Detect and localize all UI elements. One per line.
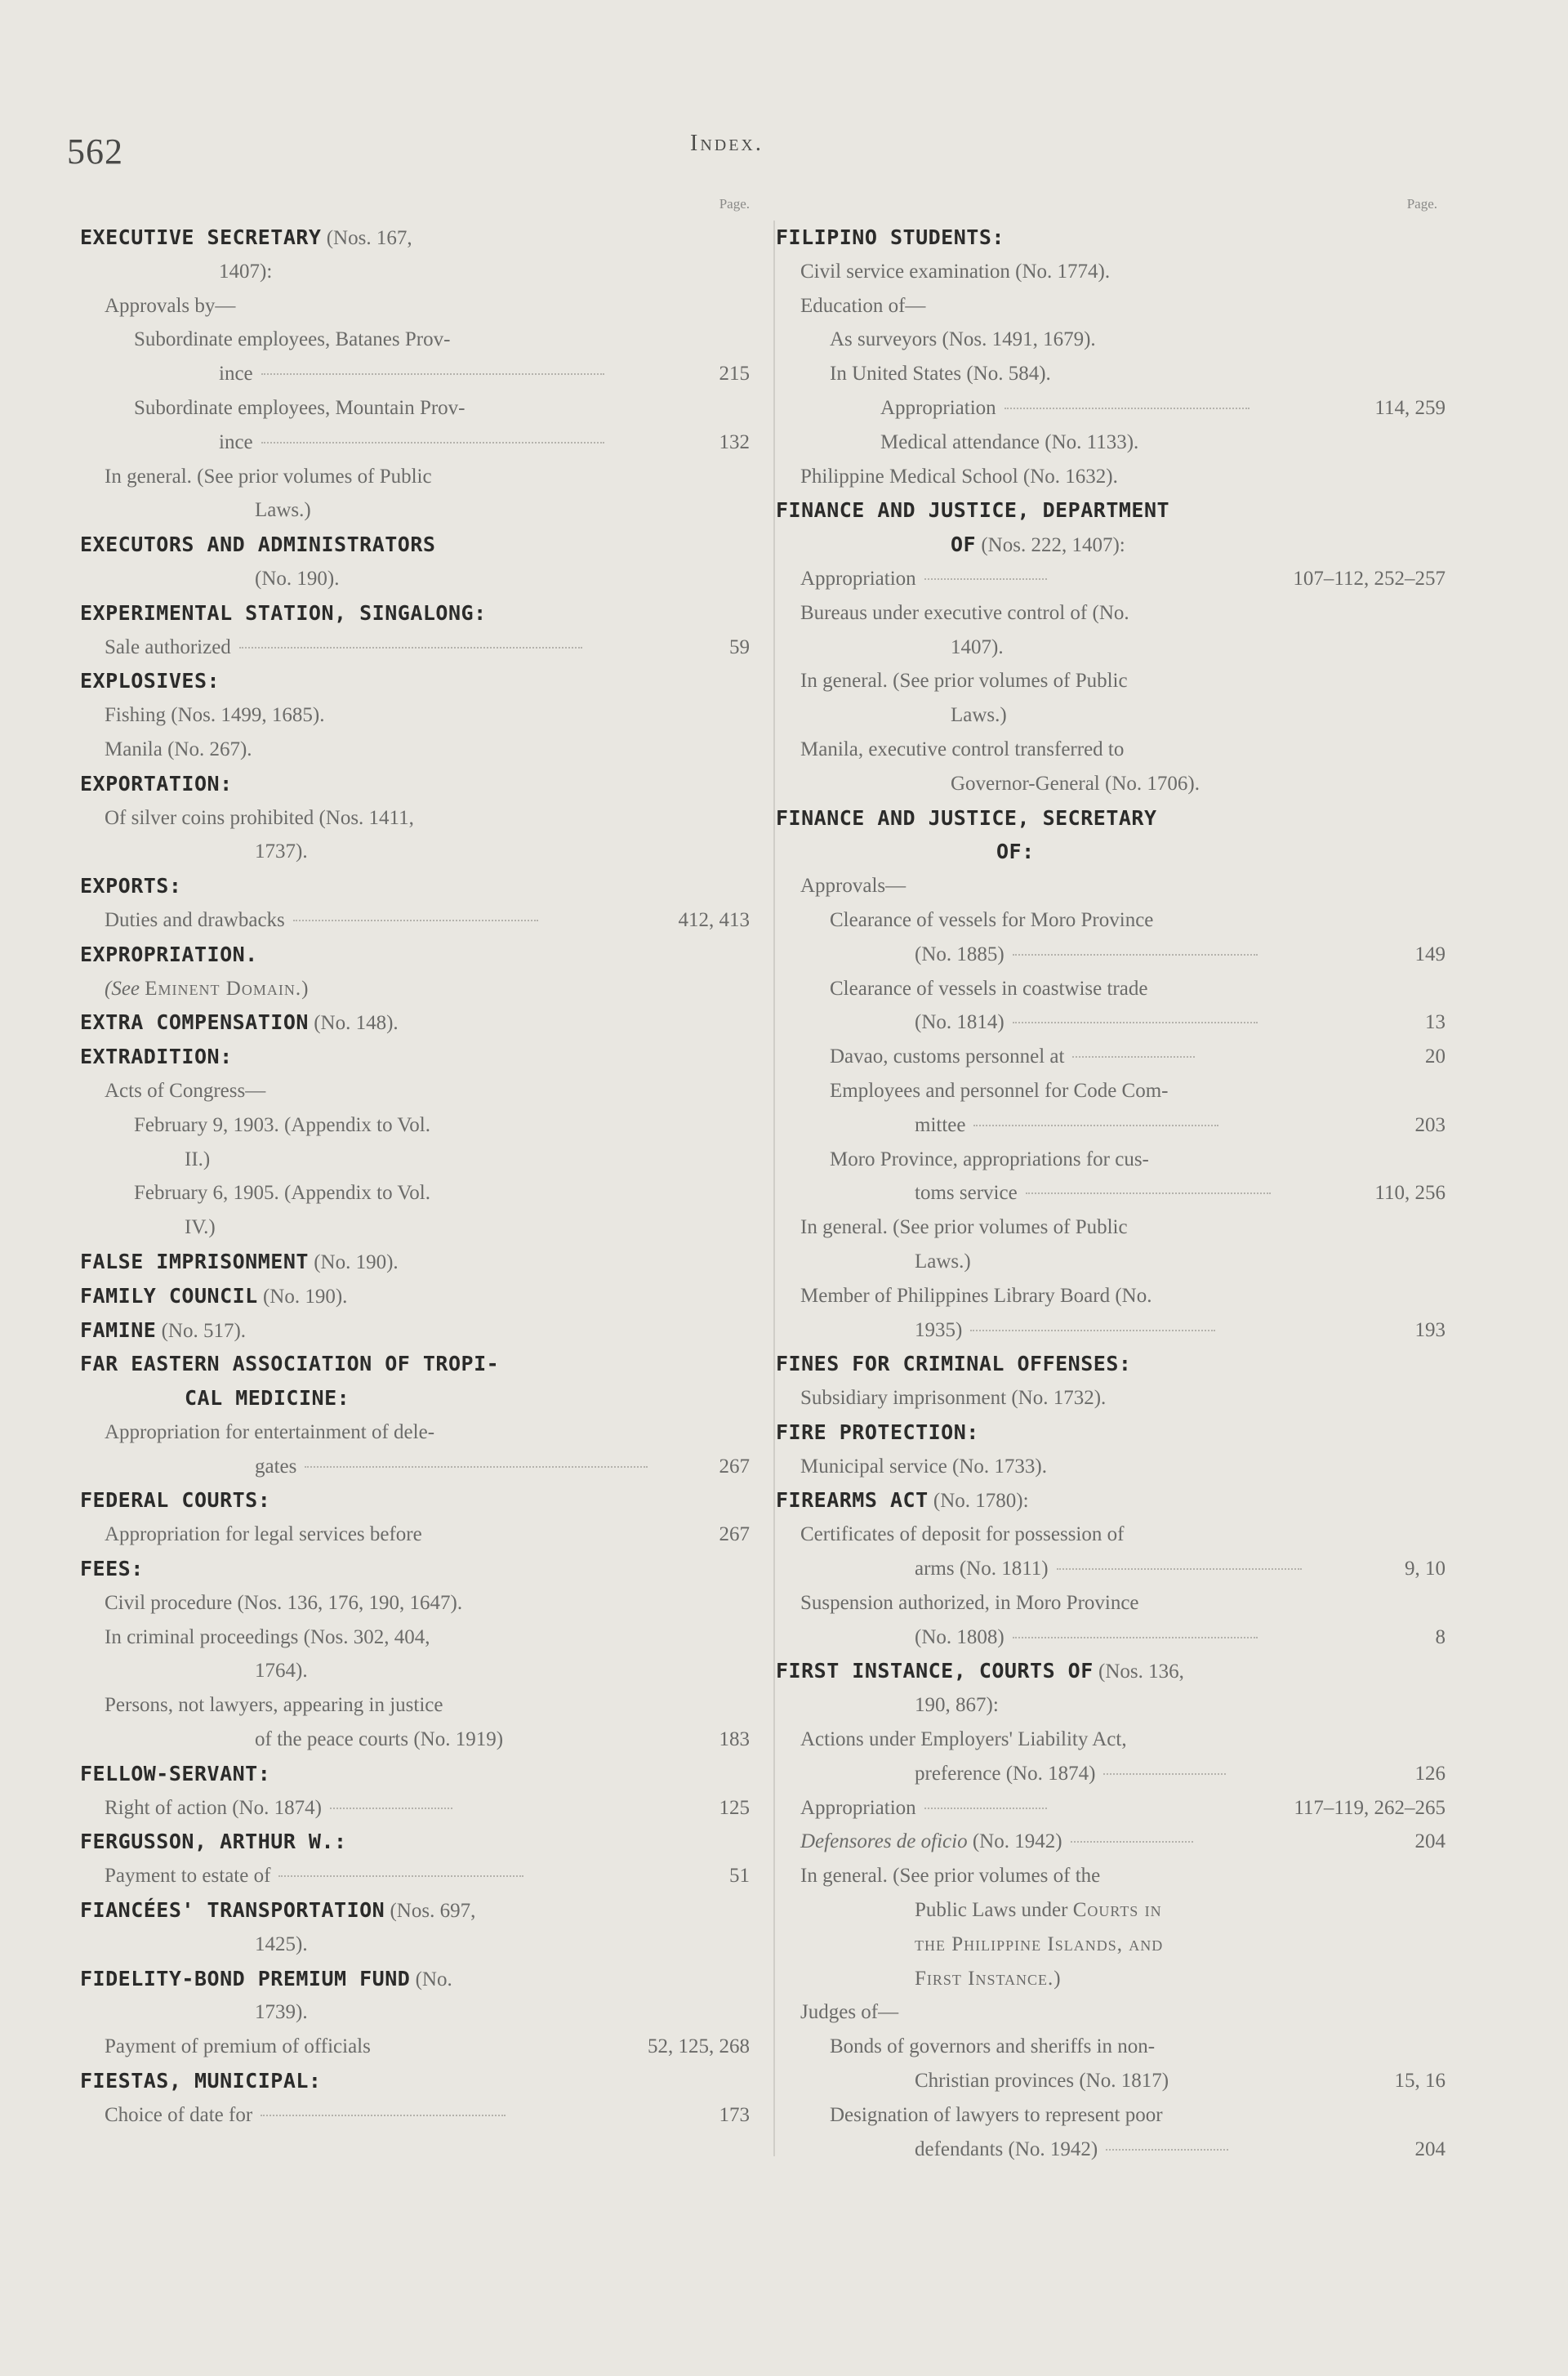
- page-number: 562: [67, 132, 123, 172]
- index-line: toms service 110, 256: [776, 1176, 1446, 1210]
- column-divider: [773, 221, 775, 2156]
- index-line: Actions under Employers' Liability Act,: [800, 1728, 1127, 1751]
- index-line: Subordinate employees, Mountain Prov-: [134, 396, 466, 419]
- index-line: Certificates of deposit for possession of: [800, 1523, 1125, 1546]
- index-line: 1935) 193: [776, 1313, 1446, 1348]
- index-line: Payment of premium of officials 52, 125, 268: [80, 2030, 750, 2064]
- page-ref: 20: [1417, 1040, 1446, 1074]
- index-line: ince 132: [80, 426, 750, 460]
- page-ref: 126: [1407, 1757, 1446, 1791]
- index-heading: FIANCÉES' TRANSPORTATION (Nos. 697,: [80, 1898, 476, 1923]
- index-line: Of silver coins prohibited (Nos. 1411,: [105, 806, 414, 829]
- index-line: Appropriation 114, 259: [776, 391, 1446, 426]
- index-heading: FIREARMS ACT (No. 1780):: [776, 1488, 1029, 1513]
- index-line: the Philippine Islands, and: [915, 1932, 1164, 1955]
- index-line: Appropriation 107–112, 252–257: [776, 562, 1446, 596]
- index-line: Philippine Medical School (No. 1632).: [800, 465, 1118, 488]
- index-line: Education of—: [800, 294, 926, 317]
- index-line: In general. (See prior volumes of Public: [800, 1216, 1128, 1239]
- page-ref: 52, 125, 268: [639, 2030, 750, 2064]
- index-line: Member of Philippines Library Board (No.: [800, 1284, 1152, 1307]
- index-heading: FIRE PROTECTION:: [776, 1420, 979, 1444]
- index-line: Duties and drawbacks 412, 413: [80, 903, 750, 938]
- index-line: Right of action (No. 1874) 125: [80, 1791, 750, 1825]
- index-line: 1407):: [219, 260, 273, 283]
- page-ref: 204: [1407, 2133, 1446, 2167]
- page-column-label: Page.: [719, 196, 750, 212]
- index-line: Manila (No. 267).: [105, 738, 252, 760]
- index-line: 1739).: [255, 2001, 308, 2024]
- index-line: preference (No. 1874) 126: [776, 1757, 1446, 1791]
- index-line: Laws.): [951, 704, 1007, 727]
- index-line: Medical attendance (No. 1133).: [880, 430, 1139, 453]
- index-line: Judges of—: [800, 2001, 899, 2024]
- index-line: Christian provinces (No. 1817) 15, 16: [776, 2064, 1446, 2098]
- index-line: Manila, executive control transferred to: [800, 738, 1125, 760]
- index-line: II.): [185, 1148, 211, 1170]
- index-line: Employees and personnel for Code Com-: [830, 1079, 1169, 1102]
- index-line: of the peace courts (No. 1919) 183: [80, 1723, 750, 1757]
- page-ref: 117–119, 262–265: [1285, 1791, 1446, 1825]
- index-heading: FILIPINO STUDENTS:: [776, 225, 1004, 249]
- index-heading: EXECUTIVE SECRETARY (Nos. 167,: [80, 225, 412, 249]
- index-line: Civil service examination (No. 1774).: [800, 260, 1111, 283]
- page-ref: 9, 10: [1396, 1552, 1446, 1586]
- index-line: Subordinate employees, Batanes Prov-: [134, 328, 451, 351]
- index-line: In general. (See prior volumes of Public: [800, 670, 1128, 693]
- index-line: (No. 1814) 13: [776, 1005, 1446, 1040]
- index-heading: FIESTAS, MUNICIPAL:: [80, 2069, 322, 2093]
- index-line: Persons, not lawyers, appearing in justice: [105, 1694, 443, 1717]
- index-line: Civil procedure (Nos. 136, 176, 190, 1647).: [105, 1591, 463, 1614]
- index-line: Approvals—: [800, 875, 906, 898]
- index-line: IV.): [185, 1216, 216, 1239]
- index-line: In United States (No. 584).: [830, 363, 1051, 386]
- index-heading: FIRST INSTANCE, COURTS OF (Nos. 136,: [776, 1659, 1184, 1683]
- index-heading: FALSE IMPRISONMENT (No. 190).: [80, 1249, 399, 1273]
- index-line: Appropriation for legal services before 267: [80, 1518, 750, 1552]
- index-line: 1407).: [951, 635, 1004, 658]
- index-heading: FINANCE AND JUSTICE, DEPARTMENT: [776, 498, 1170, 523]
- index-entries-left: [80, 221, 750, 2133]
- index-line: Municipal service (No. 1733).: [800, 1455, 1048, 1478]
- index-line: First Instance.): [915, 1967, 1062, 1990]
- index-heading: FERGUSSON, ARTHUR W.:: [80, 1830, 347, 1854]
- page-ref: 13: [1417, 1005, 1446, 1040]
- index-line: ince 215: [80, 357, 750, 391]
- page-ref: 149: [1407, 938, 1446, 972]
- index-line: (No. 1885) 149: [776, 938, 1446, 972]
- page-ref: 193: [1407, 1313, 1446, 1348]
- page-ref: 15, 16: [1387, 2064, 1446, 2098]
- index-line: Davao, customs personnel at 20: [776, 1040, 1446, 1074]
- index-heading: EXPROPRIATION.: [80, 942, 258, 966]
- index-line: Laws.): [255, 499, 311, 522]
- index-line: Suspension authorized, in Moro Province: [800, 1591, 1139, 1614]
- index-line: Choice of date for 173: [80, 2098, 750, 2133]
- index-entries-right: [776, 221, 1446, 2166]
- index-heading: EXPLOSIVES:: [80, 669, 220, 693]
- index-heading: FEDERAL COURTS:: [80, 1488, 271, 1513]
- index-line: Governor-General (No. 1706).: [951, 772, 1200, 795]
- index-heading: EXTRA COMPENSATION (No. 148).: [80, 1010, 399, 1035]
- page-ref: 173: [711, 2098, 751, 2133]
- page-ref: 59: [721, 631, 750, 665]
- index-heading: FELLOW-SERVANT:: [80, 1761, 271, 1785]
- index-heading: FINANCE AND JUSTICE, SECRETARY: [776, 805, 1157, 830]
- index-line: Moro Province, appropriations for cus-: [830, 1148, 1149, 1170]
- index-line: February 6, 1905. (Appendix to Vol.: [134, 1182, 430, 1205]
- index-line: Approvals by—: [105, 294, 236, 317]
- index-line: In criminal proceedings (Nos. 302, 404,: [105, 1625, 430, 1648]
- index-line: (See Eminent Domain.): [105, 977, 310, 1000]
- page-column-label: Page.: [1406, 196, 1437, 212]
- index-heading: EXPORTATION:: [80, 771, 233, 796]
- index-line: Subsidiary imprisonment (No. 1732).: [800, 1387, 1107, 1410]
- index-line: In general. (See prior volumes of the: [800, 1865, 1101, 1888]
- page-ref: 215: [711, 357, 751, 391]
- index-heading: OF:: [996, 840, 1035, 864]
- page-ref: 51: [721, 1859, 750, 1893]
- index-heading: FEES:: [80, 1557, 144, 1581]
- index-line: Payment to estate of 51: [80, 1859, 750, 1893]
- page-ref: 114, 259: [1366, 391, 1446, 426]
- index-line: Clearance of vessels in coastwise trade: [830, 977, 1148, 1000]
- index-line: As surveyors (Nos. 1491, 1679).: [830, 328, 1096, 351]
- page-ref: 183: [711, 1723, 751, 1757]
- index-line: mittee 203: [776, 1108, 1446, 1143]
- index-heading: FIDELITY-BOND PREMIUM FUND (No.: [80, 1966, 452, 1990]
- index-line: Sale authorized 59: [80, 631, 750, 665]
- index-line: Public Laws under Courts in: [915, 1899, 1162, 1922]
- index-line: Bureaus under executive control of (No.: [800, 601, 1129, 624]
- page-ref: 107–112, 252–257: [1285, 562, 1446, 596]
- index-line: arms (No. 1811) 9, 10: [776, 1552, 1446, 1586]
- index-line: 190, 867):: [915, 1694, 999, 1717]
- page-ref: 412, 413: [670, 903, 751, 938]
- index-line: Laws.): [915, 1250, 971, 1273]
- page-ref: 132: [711, 426, 751, 460]
- page-ref: 267: [711, 1518, 751, 1552]
- index-line: Fishing (Nos. 1499, 1685).: [105, 704, 325, 727]
- index-line: Appropriation 117–119, 262–265: [776, 1791, 1446, 1825]
- index-heading: EXECUTORS AND ADMINISTRATORS: [80, 533, 436, 557]
- index-line: 1737).: [255, 840, 308, 863]
- page-ref: 8: [1428, 1620, 1446, 1655]
- index-line: Appropriation for entertainment of dele-: [105, 1420, 435, 1443]
- index-line: In general. (See prior volumes of Public: [105, 465, 432, 488]
- index-line: Clearance of vessels for Moro Province: [830, 908, 1154, 931]
- index-line: 1764).: [255, 1660, 308, 1683]
- page-ref: 110, 256: [1366, 1176, 1446, 1210]
- index-line: Bonds of governors and sheriffs in non-: [830, 2035, 1156, 2058]
- index-heading: FAR EASTERN ASSOCIATION OF TROPI-: [80, 1352, 500, 1376]
- index-line: defendants (No. 1942) 204: [776, 2133, 1446, 2167]
- page-ref: 203: [1407, 1108, 1446, 1143]
- index-line: Defensores de oficio (No. 1942) 204: [776, 1825, 1446, 1859]
- index-heading: FINES FOR CRIMINAL OFFENSES:: [776, 1352, 1132, 1376]
- index-heading: EXPERIMENTAL STATION, SINGALONG:: [80, 600, 487, 625]
- index-line: (No. 190).: [255, 567, 340, 590]
- index-heading: EXTRADITION:: [80, 1045, 233, 1069]
- index-line: February 9, 1903. (Appendix to Vol.: [134, 1113, 430, 1136]
- page-ref: 125: [711, 1791, 751, 1825]
- index-line: OF (Nos. 222, 1407):: [951, 533, 1125, 557]
- index-heading: CAL MEDICINE:: [185, 1386, 350, 1411]
- index-line: (No. 1808) 8: [776, 1620, 1446, 1655]
- index-heading: FAMINE (No. 517).: [80, 1317, 247, 1342]
- index-line: 1425).: [255, 1932, 308, 1955]
- index-heading: FAMILY COUNCIL (No. 190).: [80, 1283, 348, 1308]
- index-line: Acts of Congress—: [105, 1079, 266, 1102]
- running-head: Index.: [690, 131, 764, 156]
- index-heading: EXPORTS:: [80, 874, 182, 898]
- index-line: gates 267: [80, 1450, 750, 1484]
- page-ref: 204: [1407, 1825, 1446, 1859]
- index-line: Designation of lawyers to represent poor: [830, 2103, 1163, 2126]
- page-ref: 267: [711, 1450, 751, 1484]
